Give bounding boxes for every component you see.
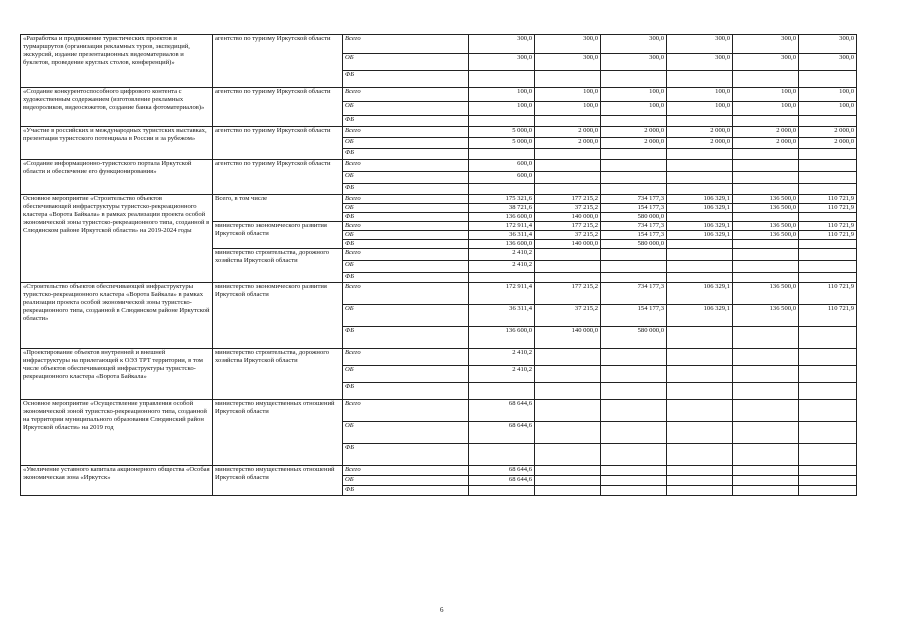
amount-cell: 106 329,1 <box>667 231 733 240</box>
activity-description: Основное мероприятие «Осуществление управления особой экономической зоной туристско-рекреационного типа, созданной на территории муниципального образования Слюдянский район Иркутской области» на 2019 год <box>21 400 213 466</box>
amount-cell: 300,0 <box>601 35 667 54</box>
amount-cell <box>469 273 535 283</box>
amount-cell <box>535 116 601 127</box>
funding-source: ОБ <box>343 172 469 184</box>
amount-cell <box>733 261 799 273</box>
amount-cell <box>469 149 535 160</box>
amount-cell <box>799 116 857 127</box>
amount-cell <box>667 486 733 496</box>
amount-cell: 2 410,2 <box>469 261 535 273</box>
amount-cell <box>733 149 799 160</box>
amount-cell <box>799 273 857 283</box>
funding-source: ОБ <box>343 366 469 383</box>
amount-cell <box>733 400 799 422</box>
amount-cell <box>469 383 535 400</box>
amount-cell <box>601 249 667 261</box>
table-row <box>21 195 857 204</box>
amount-cell <box>667 422 733 444</box>
amount-cell: 100,0 <box>667 102 733 116</box>
amount-cell: 100,0 <box>469 88 535 102</box>
amount-cell <box>535 184 601 195</box>
funding-source: ФБ <box>343 213 469 222</box>
amount-cell <box>469 486 535 496</box>
amount-cell <box>733 160 799 172</box>
amount-cell <box>601 383 667 400</box>
executor: министерство имущественных отношений Иркутской области <box>213 400 343 466</box>
executor: агентство по туризму Иркутской области <box>213 160 343 195</box>
amount-cell <box>667 400 733 422</box>
funding-source: Всего <box>343 35 469 54</box>
amount-cell: 154 177,3 <box>601 231 667 240</box>
amount-cell: 36 311,4 <box>469 231 535 240</box>
amount-cell: 106 329,1 <box>667 283 733 305</box>
amount-cell <box>799 160 857 172</box>
amount-cell: 2 000,0 <box>535 127 601 138</box>
amount-cell <box>799 466 857 476</box>
amount-cell <box>667 444 733 466</box>
amount-cell <box>733 366 799 383</box>
amount-cell: 2 000,0 <box>733 138 799 149</box>
amount-cell: 300,0 <box>799 54 857 71</box>
amount-cell: 300,0 <box>601 54 667 71</box>
amount-cell <box>601 160 667 172</box>
amount-cell: 5 000,0 <box>469 138 535 149</box>
table-row <box>21 466 857 476</box>
amount-cell <box>535 349 601 366</box>
amount-cell <box>535 249 601 261</box>
funding-source: ФБ <box>343 184 469 195</box>
activity-description: Основное мероприятие «Строительство объектов обеспечивающей инфраструктуры туристско-рекреационного кластера «Ворота Байкала» в рамках реализации проекта особой экономической зоны туристско-рекреационного типа, созданной в Слюдянском районе Иркутской области» на 2019-2024 годы <box>21 195 213 283</box>
amount-cell <box>667 466 733 476</box>
amount-cell: 580 000,0 <box>601 240 667 249</box>
amount-cell <box>667 383 733 400</box>
funding-source: ОБ <box>343 102 469 116</box>
amount-cell <box>799 71 857 88</box>
amount-cell <box>799 486 857 496</box>
amount-cell <box>601 116 667 127</box>
funding-source: Всего <box>343 400 469 422</box>
funding-source: Всего <box>343 88 469 102</box>
amount-cell: 734 177,3 <box>601 283 667 305</box>
amount-cell <box>733 240 799 249</box>
amount-cell <box>799 327 857 349</box>
amount-cell: 106 329,1 <box>667 305 733 327</box>
amount-cell <box>733 422 799 444</box>
funding-source: ФБ <box>343 383 469 400</box>
amount-cell <box>667 213 733 222</box>
amount-cell: 110 721,9 <box>799 231 857 240</box>
amount-cell <box>799 444 857 466</box>
amount-cell <box>799 213 857 222</box>
funding-source: Всего <box>343 195 469 204</box>
amount-cell: 100,0 <box>601 102 667 116</box>
amount-cell <box>667 71 733 88</box>
amount-cell <box>733 486 799 496</box>
amount-cell: 140 000,0 <box>535 327 601 349</box>
amount-cell: 177 215,2 <box>535 195 601 204</box>
amount-cell: 110 721,9 <box>799 305 857 327</box>
amount-cell: 100,0 <box>733 88 799 102</box>
amount-cell: 300,0 <box>667 35 733 54</box>
amount-cell: 136 600,0 <box>469 240 535 249</box>
amount-cell <box>535 466 601 476</box>
funding-source: ОБ <box>343 261 469 273</box>
funding-source: Всего <box>343 222 469 231</box>
amount-cell: 100,0 <box>733 102 799 116</box>
amount-cell <box>733 349 799 366</box>
amount-cell <box>469 116 535 127</box>
amount-cell <box>469 71 535 88</box>
funding-source: ОБ <box>343 422 469 444</box>
amount-cell <box>667 160 733 172</box>
amount-cell: 68 644,6 <box>469 466 535 476</box>
amount-cell: 110 721,9 <box>799 283 857 305</box>
activity-description: «Строительство объектов обеспечивающей инфраструктуры туристско-рекреационного кластера «Ворота Байкала» в рамках реализации проекта особой экономической зоны туристско-рекреационного типа, созданной в Слюдянском районе Иркутской области» <box>21 283 213 349</box>
amount-cell <box>601 366 667 383</box>
amount-cell: 300,0 <box>469 54 535 71</box>
amount-cell <box>469 184 535 195</box>
amount-cell: 734 177,3 <box>601 195 667 204</box>
amount-cell <box>601 476 667 486</box>
amount-cell: 172 911,4 <box>469 283 535 305</box>
amount-cell <box>733 71 799 88</box>
amount-cell: 5 000,0 <box>469 127 535 138</box>
amount-cell: 106 329,1 <box>667 195 733 204</box>
amount-cell <box>535 273 601 283</box>
funding-source: Всего <box>343 283 469 305</box>
amount-cell: 600,0 <box>469 160 535 172</box>
amount-cell <box>667 149 733 160</box>
funding-source: ФБ <box>343 444 469 466</box>
amount-cell: 38 721,6 <box>469 204 535 213</box>
amount-cell <box>799 349 857 366</box>
amount-cell <box>733 327 799 349</box>
executor: министерство имущественных отношений Иркутской области <box>213 466 343 496</box>
amount-cell: 136 500,0 <box>733 283 799 305</box>
amount-cell: 110 721,9 <box>799 195 857 204</box>
amount-cell: 68 644,6 <box>469 422 535 444</box>
funding-source: ОБ <box>343 476 469 486</box>
funding-source: ОБ <box>343 305 469 327</box>
amount-cell <box>667 366 733 383</box>
funding-source: Всего <box>343 349 469 366</box>
amount-cell: 140 000,0 <box>535 213 601 222</box>
amount-cell <box>733 249 799 261</box>
amount-cell <box>535 383 601 400</box>
activity-description: «Проектирование объектов внутренней и внешней инфраструктуры на прилегающей к ОЭЗ ТРТ территории, в том числе объектов обеспечивающей инфраструктуры туристско-рекреационного кластера «Ворота Байкала» <box>21 349 213 400</box>
amount-cell <box>667 172 733 184</box>
amount-cell: 2 000,0 <box>667 127 733 138</box>
amount-cell: 175 321,6 <box>469 195 535 204</box>
amount-cell <box>667 240 733 249</box>
amount-cell <box>799 422 857 444</box>
executor: министерство экономического развития Иркутской области <box>213 283 343 349</box>
amount-cell <box>667 349 733 366</box>
amount-cell <box>601 444 667 466</box>
amount-cell <box>733 273 799 283</box>
amount-cell <box>799 261 857 273</box>
amount-cell: 136 500,0 <box>733 231 799 240</box>
amount-cell: 580 000,0 <box>601 327 667 349</box>
amount-cell <box>733 466 799 476</box>
amount-cell: 734 177,3 <box>601 222 667 231</box>
amount-cell <box>601 349 667 366</box>
amount-cell: 300,0 <box>799 35 857 54</box>
amount-cell <box>799 172 857 184</box>
amount-cell: 136 500,0 <box>733 204 799 213</box>
amount-cell <box>799 240 857 249</box>
page-number: 6 <box>440 606 444 614</box>
amount-cell: 2 000,0 <box>799 138 857 149</box>
funding-source: ОБ <box>343 138 469 149</box>
amount-cell: 110 721,9 <box>799 204 857 213</box>
amount-cell <box>601 71 667 88</box>
amount-cell: 136 600,0 <box>469 213 535 222</box>
amount-cell: 136 500,0 <box>733 195 799 204</box>
activity-description: «Создание информационно-туристского портала Иркутской области и обеспечение его функционирования» <box>21 160 213 195</box>
amount-cell <box>535 486 601 496</box>
table-row <box>21 88 857 102</box>
table-row <box>21 400 857 422</box>
amount-cell <box>667 261 733 273</box>
amount-cell: 300,0 <box>733 35 799 54</box>
amount-cell <box>667 273 733 283</box>
funding-source: Всего <box>343 249 469 261</box>
amount-cell: 2 000,0 <box>799 127 857 138</box>
amount-cell: 2 410,2 <box>469 249 535 261</box>
funding-source: ОБ <box>343 231 469 240</box>
amount-cell <box>601 184 667 195</box>
amount-cell <box>535 261 601 273</box>
funding-source: ФБ <box>343 327 469 349</box>
amount-cell <box>733 476 799 486</box>
amount-cell <box>799 476 857 486</box>
amount-cell <box>535 422 601 444</box>
amount-cell <box>667 327 733 349</box>
amount-cell: 2 000,0 <box>667 138 733 149</box>
funding-source: Всего <box>343 127 469 138</box>
amount-cell <box>733 213 799 222</box>
amount-cell <box>733 172 799 184</box>
amount-cell <box>799 400 857 422</box>
amount-cell <box>535 71 601 88</box>
amount-cell: 2 000,0 <box>535 138 601 149</box>
amount-cell <box>535 476 601 486</box>
amount-cell: 68 644,6 <box>469 476 535 486</box>
funding-source: Всего <box>343 160 469 172</box>
amount-cell: 100,0 <box>799 88 857 102</box>
amount-cell: 106 329,1 <box>667 222 733 231</box>
amount-cell: 2 410,2 <box>469 349 535 366</box>
executor: агентство по туризму Иркутской области <box>213 88 343 127</box>
executor: агентство по туризму Иркутской области <box>213 127 343 160</box>
amount-cell: 100,0 <box>601 88 667 102</box>
activity-description: «Участие в российских и международных туристских выставках, презентация туристского потенциала в России и за рубежом» <box>21 127 213 160</box>
amount-cell: 140 000,0 <box>535 240 601 249</box>
amount-cell <box>601 273 667 283</box>
amount-cell: 106 329,1 <box>667 204 733 213</box>
table-row <box>21 160 857 172</box>
executor: Всего, в том числе <box>213 195 343 222</box>
executor: министерство экономического развития Иркутской области <box>213 222 343 249</box>
amount-cell: 600,0 <box>469 172 535 184</box>
amount-cell: 154 177,3 <box>601 204 667 213</box>
amount-cell: 136 600,0 <box>469 327 535 349</box>
budget-table <box>20 34 857 496</box>
amount-cell <box>733 184 799 195</box>
amount-cell <box>667 184 733 195</box>
amount-cell: 300,0 <box>535 35 601 54</box>
activity-description: «Увеличение уставного капитала акционерного общества «Особая экономическая зона «Иркутск» <box>21 466 213 496</box>
amount-cell <box>601 486 667 496</box>
amount-cell <box>601 261 667 273</box>
amount-cell: 100,0 <box>535 102 601 116</box>
amount-cell: 110 721,9 <box>799 222 857 231</box>
amount-cell <box>535 149 601 160</box>
amount-cell <box>733 116 799 127</box>
amount-cell: 580 000,0 <box>601 213 667 222</box>
executor: агентство по туризму Иркутской области <box>213 35 343 88</box>
amount-cell: 37 215,2 <box>535 231 601 240</box>
amount-cell: 2 000,0 <box>601 138 667 149</box>
amount-cell: 100,0 <box>469 102 535 116</box>
amount-cell <box>601 422 667 444</box>
table-row <box>21 283 857 305</box>
amount-cell: 100,0 <box>667 88 733 102</box>
executor: министерство строительства, дорожного хозяйства Иркутской области <box>213 349 343 400</box>
amount-cell <box>799 149 857 160</box>
amount-cell: 2 000,0 <box>601 127 667 138</box>
funding-source: ФБ <box>343 240 469 249</box>
funding-source: ФБ <box>343 116 469 127</box>
amount-cell <box>601 466 667 476</box>
amount-cell: 300,0 <box>733 54 799 71</box>
funding-source: ФБ <box>343 149 469 160</box>
funding-source: ОБ <box>343 204 469 213</box>
amount-cell <box>535 160 601 172</box>
amount-cell <box>733 383 799 400</box>
amount-cell <box>799 184 857 195</box>
amount-cell: 136 500,0 <box>733 305 799 327</box>
amount-cell: 37 215,2 <box>535 204 601 213</box>
amount-cell: 100,0 <box>535 88 601 102</box>
amount-cell: 36 311,4 <box>469 305 535 327</box>
amount-cell: 154 177,3 <box>601 305 667 327</box>
funding-source: ФБ <box>343 486 469 496</box>
activity-description: «Создание конкурентоспособного цифрового контента с художественным содержанием (изготовление рекламных видеороликов, видеосюжетов, создание банка фотоматериалов)» <box>21 88 213 127</box>
amount-cell: 2 000,0 <box>733 127 799 138</box>
funding-source: ФБ <box>343 71 469 88</box>
amount-cell <box>535 400 601 422</box>
amount-cell <box>601 400 667 422</box>
amount-cell: 100,0 <box>799 102 857 116</box>
amount-cell <box>799 366 857 383</box>
table-row <box>21 349 857 366</box>
table-row <box>21 127 857 138</box>
amount-cell: 2 410,2 <box>469 366 535 383</box>
amount-cell <box>667 249 733 261</box>
amount-cell: 68 644,6 <box>469 400 535 422</box>
amount-cell <box>601 172 667 184</box>
amount-cell <box>667 116 733 127</box>
amount-cell: 300,0 <box>667 54 733 71</box>
amount-cell: 136 500,0 <box>733 222 799 231</box>
amount-cell: 300,0 <box>535 54 601 71</box>
amount-cell: 172 911,4 <box>469 222 535 231</box>
amount-cell <box>799 249 857 261</box>
amount-cell <box>535 444 601 466</box>
executor: министерство строительства, дорожного хозяйства Иркутской области <box>213 249 343 283</box>
amount-cell: 300,0 <box>469 35 535 54</box>
amount-cell <box>667 476 733 486</box>
amount-cell <box>535 172 601 184</box>
amount-cell: 177 215,2 <box>535 222 601 231</box>
funding-source: ФБ <box>343 273 469 283</box>
funding-source: Всего <box>343 466 469 476</box>
amount-cell <box>799 383 857 400</box>
amount-cell <box>535 366 601 383</box>
table-row <box>21 35 857 54</box>
amount-cell <box>601 149 667 160</box>
amount-cell <box>733 444 799 466</box>
amount-cell <box>469 444 535 466</box>
funding-source: ОБ <box>343 54 469 71</box>
amount-cell: 37 215,2 <box>535 305 601 327</box>
activity-description: «Разработка и продвижение туристических проектов и турмаршрутов (организация рекламных туров, экспедиций, экскурсий, издание презентационных видеоматериалов и буклетов, проведение круглых столов, конференций)» <box>21 35 213 88</box>
amount-cell: 177 215,2 <box>535 283 601 305</box>
